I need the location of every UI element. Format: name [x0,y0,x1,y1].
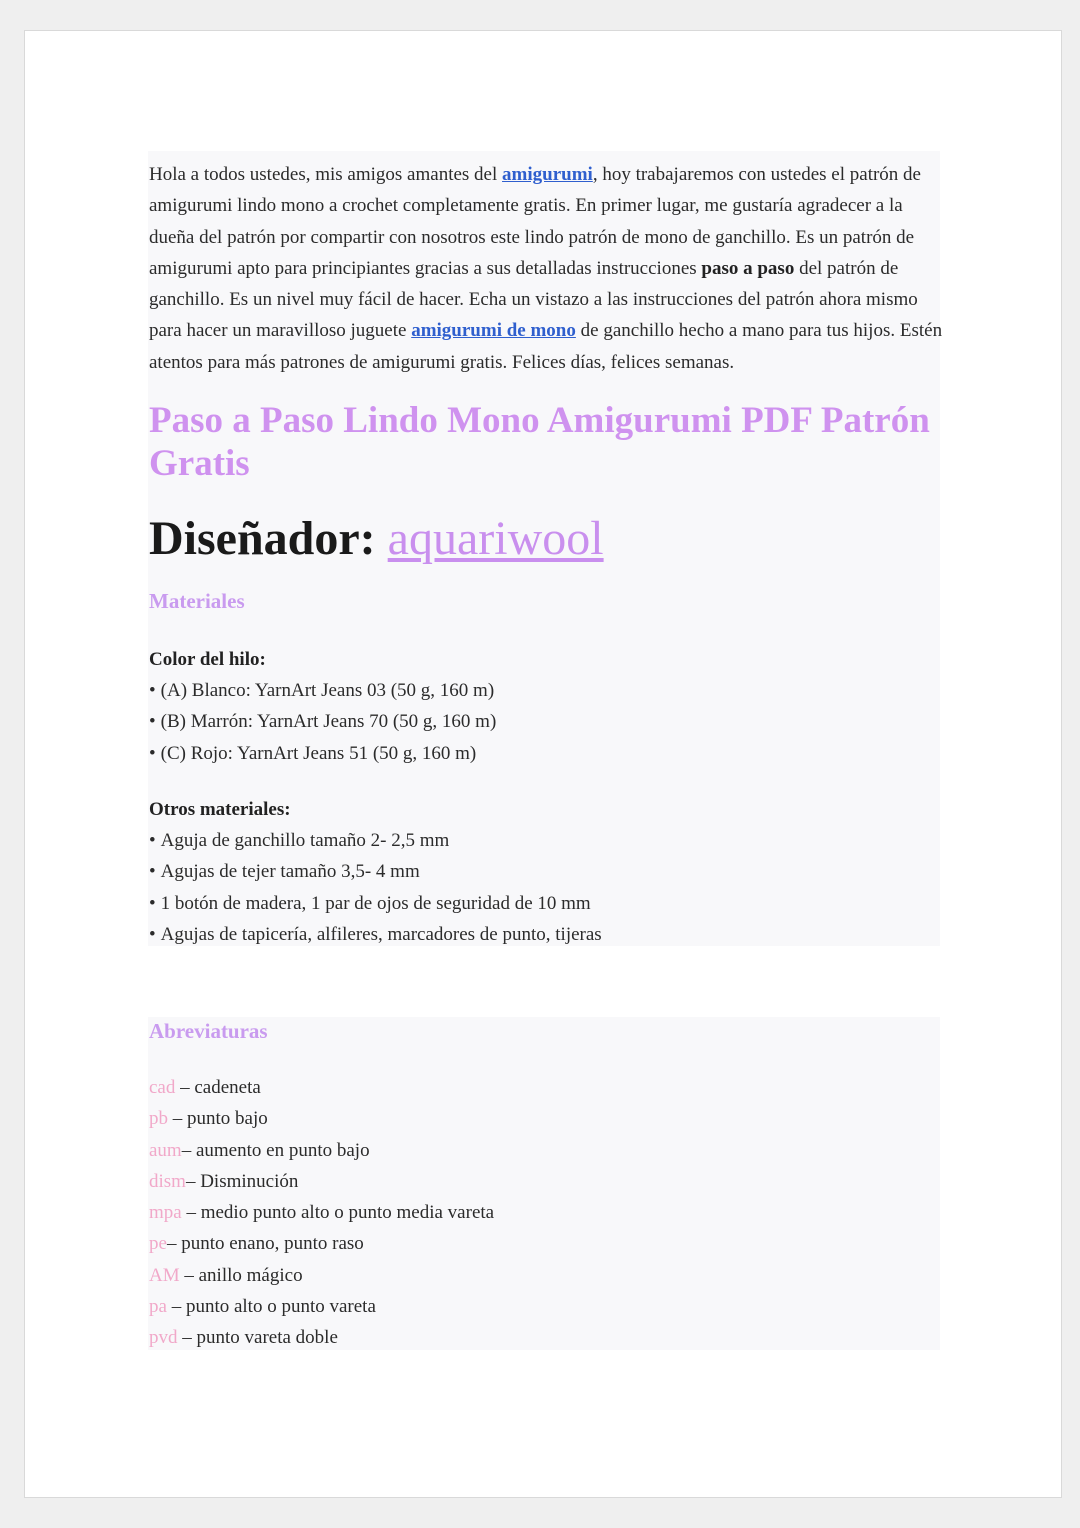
list-item [149,1197,494,1228]
list-item: • (A) Blanco: YarnArt Jeans 03 (50 g, 160 m) [149,675,496,706]
designer-link[interactable]: aquariwool [387,512,604,565]
list-item: • Agujas de tejer tamaño 3,5- 4 mm [149,856,602,887]
abbreviation-meaning: – punto vareta doble [177,1327,338,1349]
abbreviation-meaning: – punto alto o punto vareta [166,1296,376,1318]
designer-label: Diseñador: [149,512,376,565]
yarn-color-list [149,675,496,769]
abbreviation-meaning: – punto enano, punto raso [166,1233,364,1255]
intro-text-2: , hoy trabajaremos con ustedes el patrón de amigurumi lindo mono a crochet completamente gratis. En primer lugar, me gustaría agradecer a la dueña del patrón por compartir con nosotros este lindo patrón de mono de ganchillo. Es un patrón de amigurumi apto para principiantes gracias a sus detalladas instrucciones [149,164,921,279]
abbreviation-code: dism [149,1170,186,1192]
pattern-heading: Paso a Paso Lindo Mono Amigurumi PDF Patrón Gratis [149,400,930,484]
list-item: • 1 botón de madera, 1 par de ojos de seguridad de 10 mm [149,888,602,919]
intro-bold-text: paso a paso [701,257,795,279]
list-item [149,1291,494,1322]
amigurumi-link[interactable]: amigurumi [502,164,593,185]
abbreviation-code: pe [149,1233,167,1255]
designer-heading [149,509,604,569]
abbreviation-meaning: – medio punto alto o punto media vareta [181,1202,495,1224]
list-item [149,1103,494,1134]
materials-heading: Materiales [149,589,245,613]
list-item [149,1322,494,1353]
document-page [24,30,1062,1498]
list-item: • (B) Marrón: YarnArt Jeans 70 (50 g, 160 m) [149,706,496,737]
abbreviations-heading: Abreviaturas [149,1019,268,1043]
list-item [149,1166,494,1197]
abbreviation-meaning: – anillo mágico [179,1264,303,1286]
list-item [149,1228,494,1259]
abbreviation-meaning: – Disminución [185,1170,299,1192]
abbreviation-code: aum [149,1139,182,1161]
list-item: • Agujas de tapicería, alfileres, marcadores de punto, tijeras [149,919,602,950]
abbreviation-meaning: – punto bajo [168,1108,268,1130]
intro-paragraph [149,159,949,378]
abbreviation-meaning: – cadeneta [175,1077,261,1098]
list-item: • (C) Rojo: YarnArt Jeans 51 (50 g, 160 m) [149,738,496,769]
list-item [149,1260,494,1291]
yarn-color-label: Color del hilo: [149,649,266,670]
abbreviations-list [149,1072,494,1354]
list-item: • Aguja de ganchillo tamaño 2- 2,5 mm [149,825,602,856]
other-materials-list [149,825,602,950]
other-materials-label: Otros materiales: [149,799,291,820]
intro-text-3: del patrón de ganchillo. Es un nivel muy fácil de hacer. Echa un vistazo a las instrucciones del patrón ahora mismo para hacer un maravilloso juguete [149,257,918,342]
list-item [149,1135,494,1166]
abbreviation-code: AM [149,1264,180,1286]
abbreviation-code: cad [149,1077,176,1098]
abbreviation-code: pa [149,1296,167,1318]
intro-text-1: Hola a todos ustedes, mis amigos amantes del [149,164,503,185]
abbreviation-code: mpa [149,1202,182,1224]
abbreviation-meaning: – aumento en punto bajo [181,1139,370,1161]
abbreviation-code: pvd [149,1327,178,1349]
amigurumi-de-mono-link[interactable]: amigurumi de mono [411,320,576,342]
intro-text-4: de ganchillo hecho a mano para tus hijos. Estén atentos para más patrones de amigurumi gratis. Felices días, felices semanas. [149,320,943,373]
abbreviation-code: pb [149,1108,168,1130]
list-item [149,1072,494,1103]
